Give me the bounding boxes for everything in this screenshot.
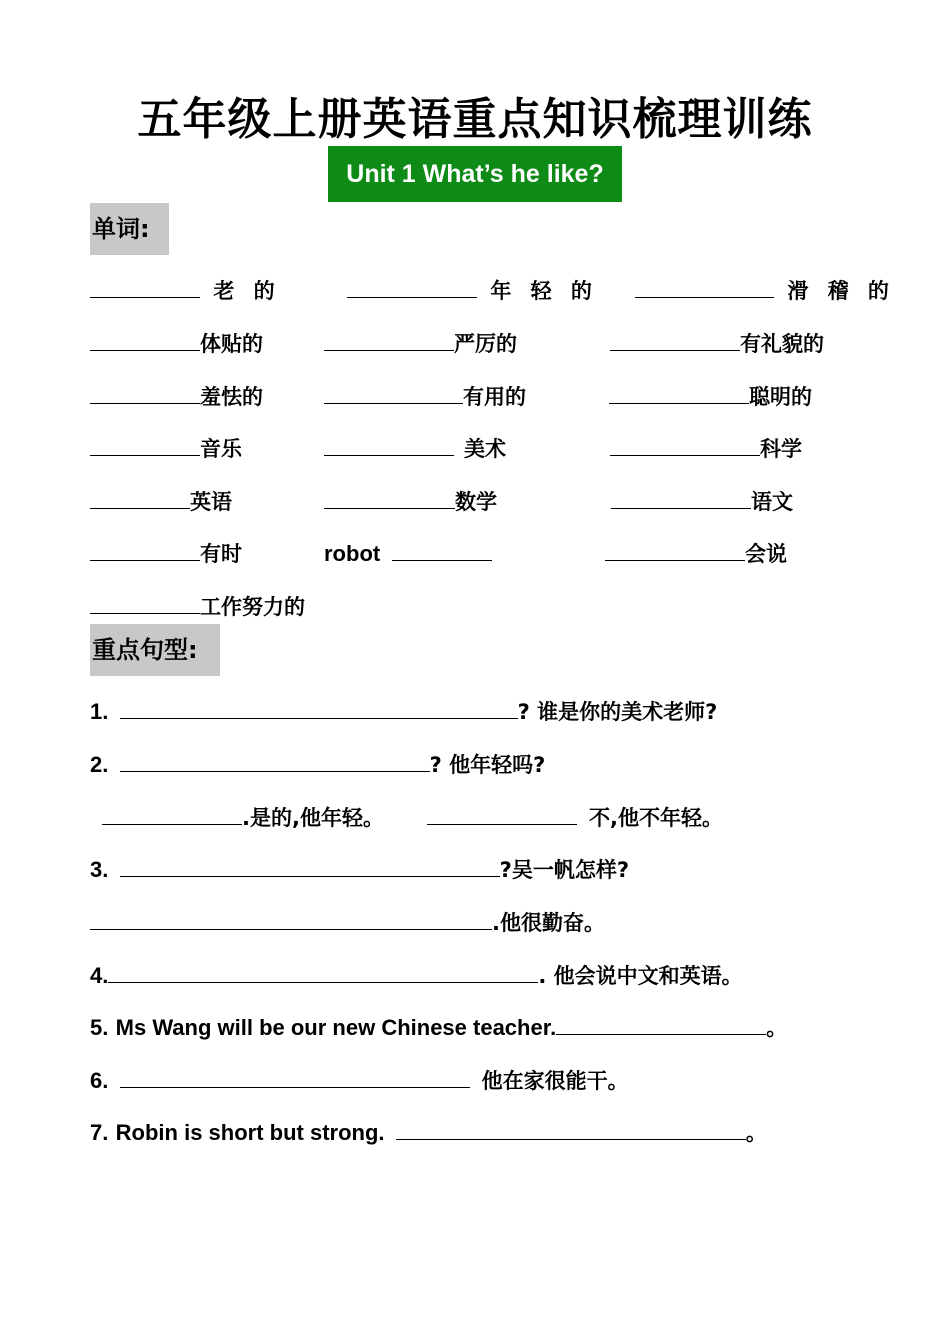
sentence-number: 3. [90,857,109,882]
vocab-label: 有礼貌的 [740,332,824,356]
sentence-number: 7. [90,1120,109,1145]
sentence-3-answer [90,907,605,938]
sentence-2-answer-yes [102,802,384,833]
sentence-5 [90,1012,787,1043]
vocab-label: 老 的 [213,279,281,303]
vocab-item-music [90,433,242,464]
sentence-punctuation: 。 [766,1016,788,1040]
vocab-label: 有用的 [463,385,526,409]
vocab-section-label: 单词: [90,203,169,255]
sentence-text: Robin is short but strong. [115,1120,385,1145]
vocab-label: 科学 [760,437,802,461]
answer-blank[interactable] [120,854,500,877]
sentence-punctuation: 。 [745,1121,767,1145]
vocab-item-young [347,275,598,306]
answer-blank[interactable] [347,275,477,298]
vocab-item-chinese [611,486,793,517]
answer-blank[interactable] [120,696,518,719]
answer-blank[interactable] [324,328,454,351]
answer-blank[interactable] [90,538,200,561]
sentence-number: 4. [90,963,109,988]
vocab-item-kind [90,328,263,359]
answer-blank[interactable] [324,381,463,404]
sentence-2 [90,749,545,780]
vocab-item-hardworking [90,591,305,622]
vocab-item-strict [324,328,517,359]
sentence-text: .是的,他年轻。 [242,806,384,830]
vocab-item-sometimes [90,538,242,569]
sentence-text: . 他会说中文和英语。 [538,964,743,988]
answer-blank[interactable] [108,960,538,983]
vocab-label: 滑 稽 的 [787,279,895,303]
vocab-item-helpful [324,381,526,412]
vocab-item-old [90,275,281,306]
answer-blank[interactable] [396,1117,746,1140]
vocab-item-funny [635,275,895,306]
sentence-text: 他在家很能干。 [481,1069,629,1093]
answer-blank[interactable] [635,275,774,298]
vocab-item-art [324,433,506,464]
sentence-text: .他很勤奋。 [492,911,605,935]
sentence-text: ?吴一帆怎样? [499,858,630,882]
sentence-1 [90,696,717,727]
answer-blank[interactable] [90,486,190,509]
sentence-number: 1. [90,699,109,724]
vocab-label: 体贴的 [200,332,263,356]
answer-blank[interactable] [90,591,200,614]
vocab-item-shy [90,381,263,412]
vocab-item-science [610,433,802,464]
vocab-label: 会说 [745,542,787,566]
vocab-label: 严厉的 [454,332,517,356]
vocab-item-clever [609,381,812,412]
sentence-text: ? 谁是你的美术老师? [517,700,718,724]
vocab-item-english [90,486,232,517]
vocab-item-speak [605,538,787,569]
answer-blank[interactable] [427,802,577,825]
unit-banner: Unit 1 What’s he like? [328,146,622,202]
answer-blank[interactable] [324,486,455,509]
sentence-3 [90,854,629,885]
vocab-label: 美术 [464,437,506,461]
answer-blank[interactable] [610,328,740,351]
vocab-label: 聪明的 [749,385,812,409]
sentence-4 [90,960,743,991]
answer-blank[interactable] [609,381,749,404]
answer-blank[interactable] [90,381,200,404]
sentences-section-label: 重点句型: [90,624,220,676]
answer-blank[interactable] [605,538,745,561]
vocab-label: 有时 [200,542,242,566]
answer-blank[interactable] [610,433,760,456]
vocab-label: 音乐 [200,437,242,461]
sentence-2-answer-no [427,802,723,833]
sentence-number: 6. [90,1068,109,1093]
answer-blank[interactable] [611,486,751,509]
vocab-item-robot [324,538,492,569]
vocab-item-polite [610,328,824,359]
answer-blank[interactable] [102,802,242,825]
answer-blank[interactable] [120,1065,470,1088]
sentence-6 [90,1065,629,1096]
sentence-number: 2. [90,752,109,777]
sentence-7 [90,1117,767,1148]
vocab-label: 数学 [455,490,497,514]
sentence-text: ? 他年轻吗? [429,753,546,777]
vocab-word: robot [324,541,381,566]
answer-blank[interactable] [90,907,492,930]
sentence-text: Ms Wang will be our new Chinese teacher. [115,1015,557,1040]
page-title: 五年级上册英语重点知识梳理训练 [137,94,813,145]
answer-blank[interactable] [392,538,492,561]
answer-blank[interactable] [90,275,200,298]
vocab-label: 英语 [190,490,232,514]
vocab-item-maths [324,486,497,517]
vocab-label: 语文 [751,490,793,514]
vocab-label: 工作努力的 [200,595,305,619]
answer-blank[interactable] [90,433,200,456]
vocab-label: 羞怯的 [200,385,263,409]
answer-blank[interactable] [120,749,430,772]
sentence-text: 不,他不年轻。 [589,806,723,830]
vocab-label: 年 轻 的 [490,279,598,303]
answer-blank[interactable] [90,328,200,351]
answer-blank[interactable] [324,433,454,456]
answer-blank[interactable] [556,1012,766,1035]
sentence-number: 5. [90,1015,109,1040]
